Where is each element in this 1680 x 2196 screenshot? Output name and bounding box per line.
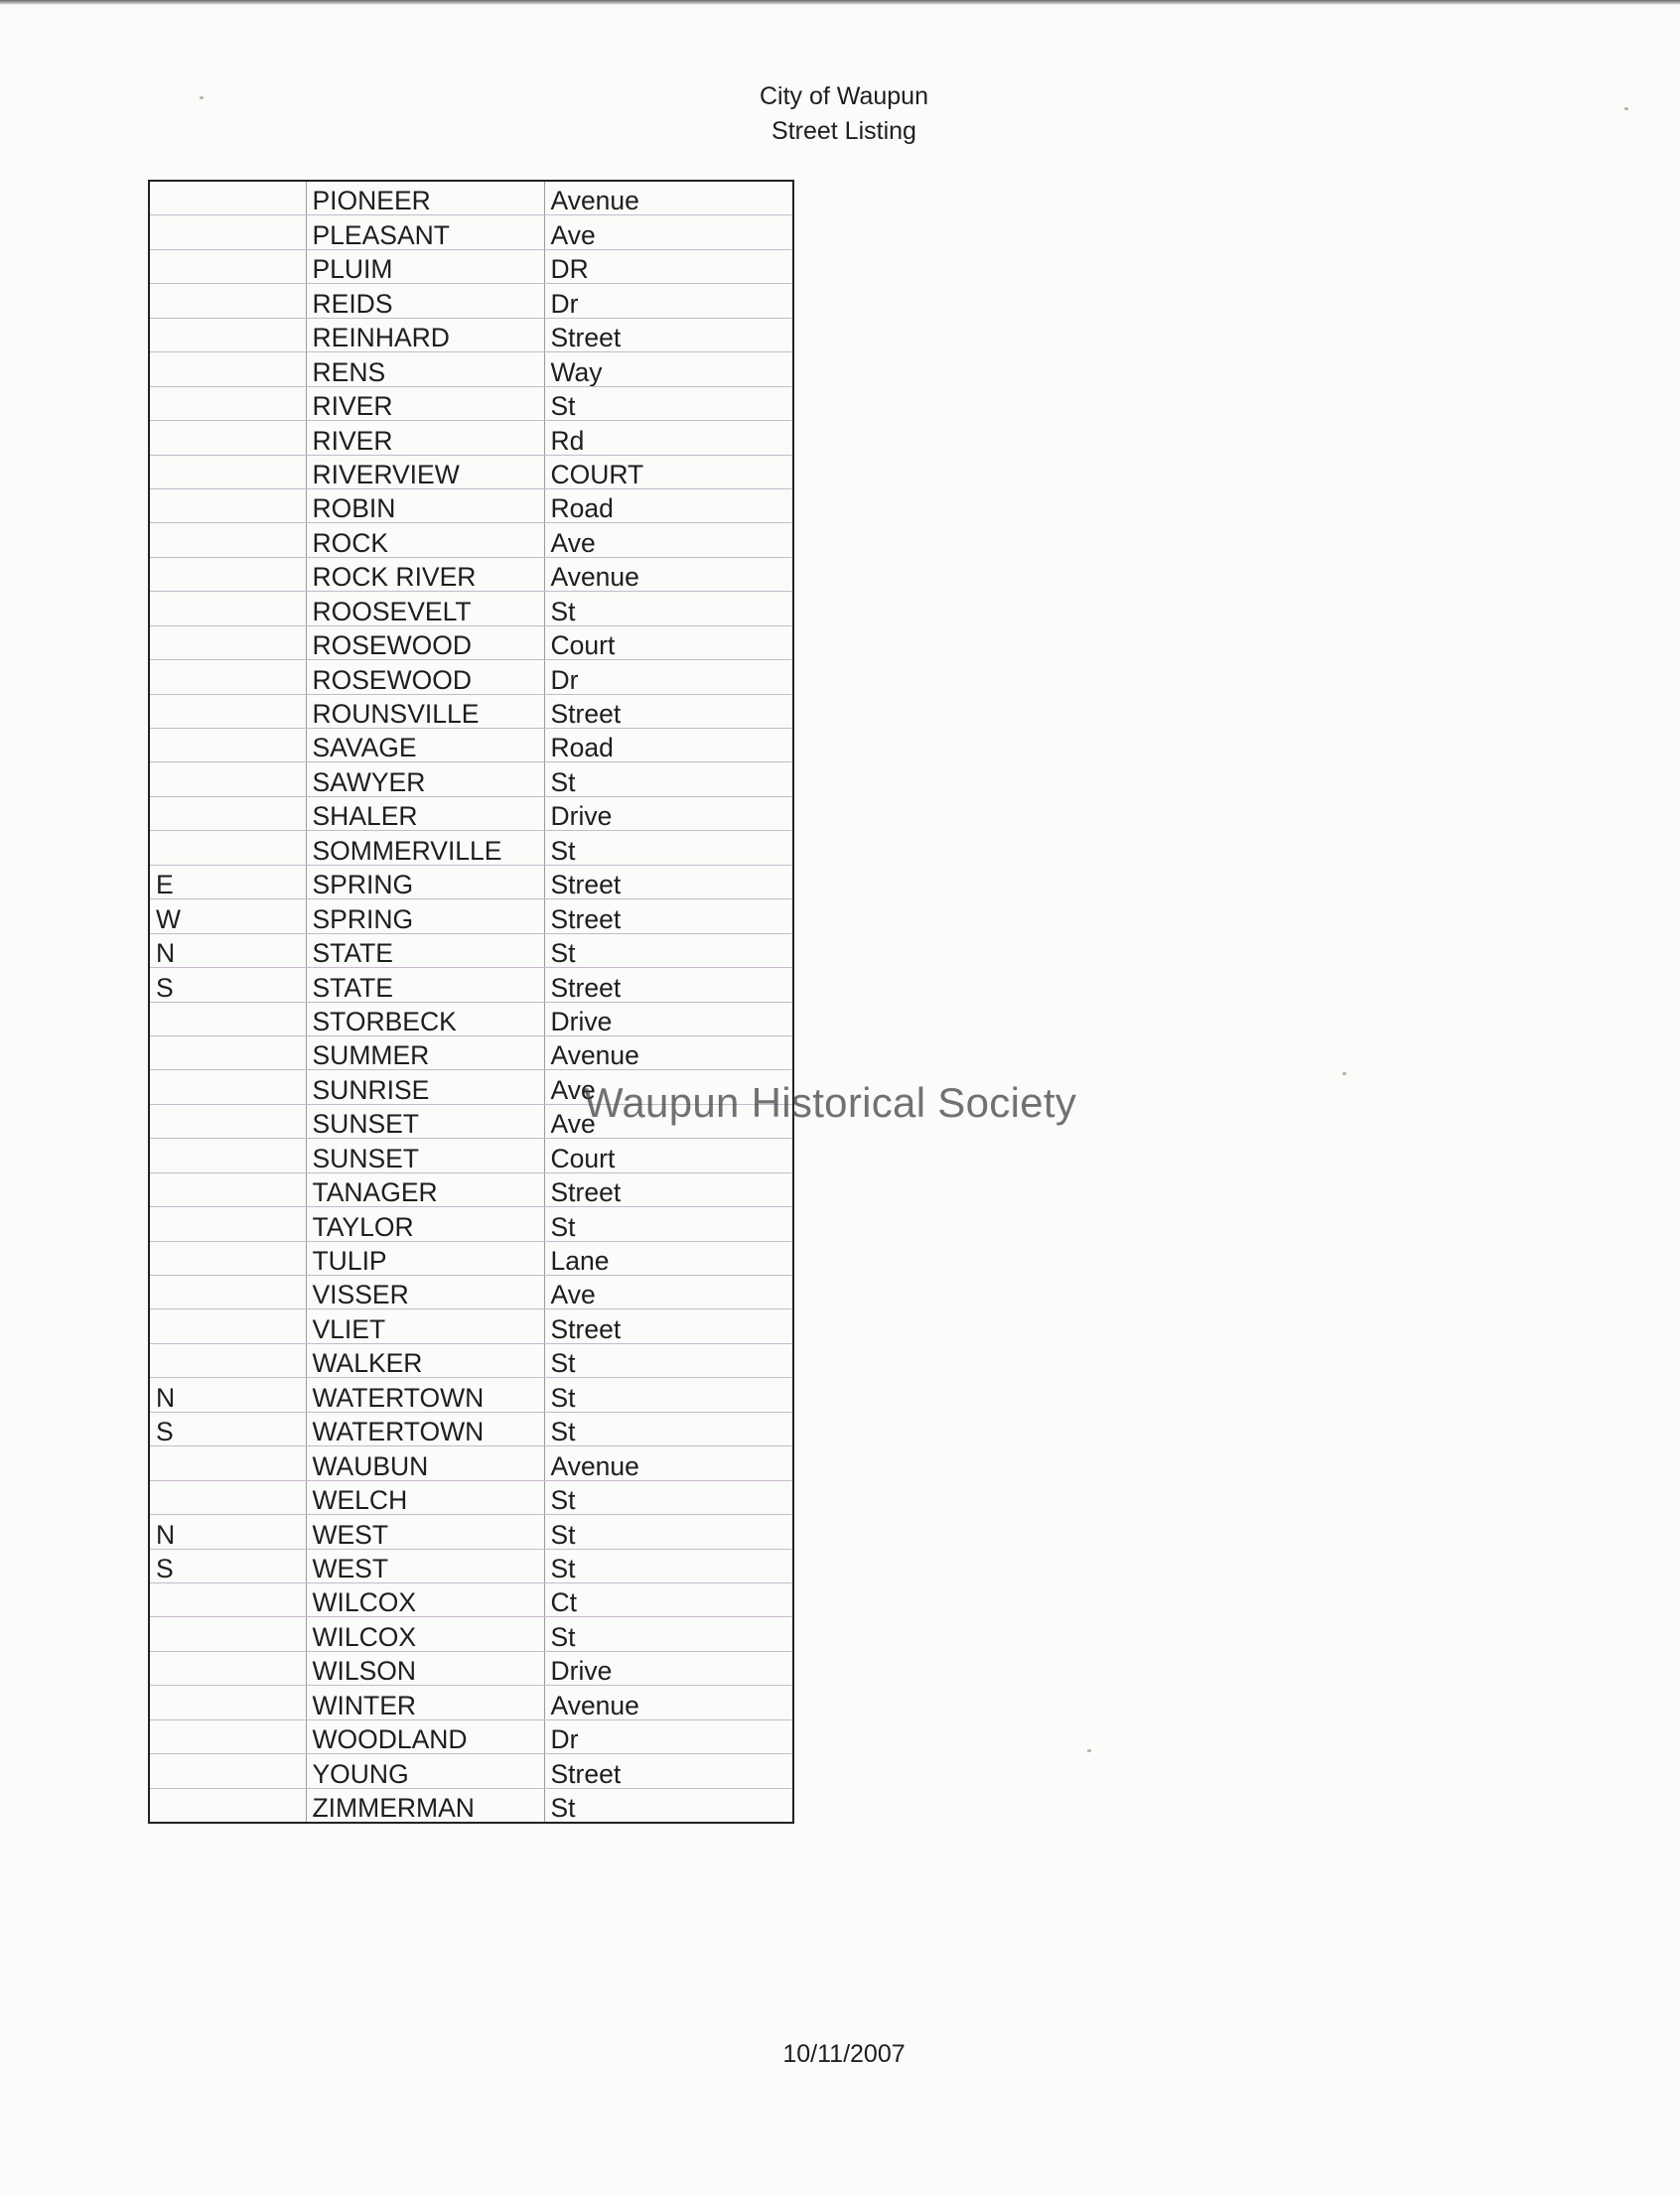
direction-cell: [149, 1617, 306, 1651]
street-name-cell: ROSEWOOD: [306, 625, 544, 659]
table-row: [149, 1343, 793, 1377]
direction-cell: [149, 1172, 306, 1206]
watermark: Waupun Historical Society: [584, 1079, 1077, 1126]
street-name-cell: SPRING: [306, 899, 544, 933]
direction-cell: [149, 421, 306, 455]
street-name-cell: SAVAGE: [306, 729, 544, 762]
table-row: [149, 1446, 793, 1480]
direction-cell: [149, 249, 306, 283]
street-name-cell: REIDS: [306, 284, 544, 318]
direction-cell: [149, 1788, 306, 1823]
direction-cell: [149, 1104, 306, 1138]
street-name-cell: ROBIN: [306, 488, 544, 522]
street-name-cell: WINTER: [306, 1686, 544, 1719]
table-row: [149, 1686, 793, 1719]
scan-speck: [200, 96, 204, 99]
table-row: [149, 899, 793, 933]
street-type-cell: Drive: [544, 1651, 793, 1685]
street-type-cell: DR: [544, 249, 793, 283]
table-row: [149, 1480, 793, 1514]
street-name-cell: WEST: [306, 1515, 544, 1549]
direction-cell: N: [149, 1378, 306, 1412]
direction-cell: [149, 455, 306, 488]
direction-cell: E: [149, 865, 306, 898]
street-name-cell: STATE: [306, 933, 544, 967]
table-row: [149, 592, 793, 625]
table-row: [149, 1515, 793, 1549]
table-row: [149, 1549, 793, 1582]
street-name-cell: WALKER: [306, 1343, 544, 1377]
table-row: [149, 1276, 793, 1309]
table-row: [149, 694, 793, 728]
table-row: [149, 284, 793, 318]
street-type-cell: Ave: [544, 523, 793, 557]
street-type-cell: St: [544, 1515, 793, 1549]
table-row: [149, 796, 793, 830]
table-row: [149, 1412, 793, 1445]
table-row: [149, 1207, 793, 1241]
street-type-cell: Street: [544, 899, 793, 933]
street-type-cell: Avenue: [544, 181, 793, 215]
street-type-cell: St: [544, 1617, 793, 1651]
street-type-cell: St: [544, 1549, 793, 1582]
direction-cell: [149, 215, 306, 249]
table-row: [149, 215, 793, 249]
table-row: [149, 762, 793, 796]
street-name-cell: PIONEER: [306, 181, 544, 215]
street-type-cell: St: [544, 1412, 793, 1445]
table-row: [149, 421, 793, 455]
table-row: [149, 1788, 793, 1823]
table-row: [149, 455, 793, 488]
street-type-cell: St: [544, 386, 793, 420]
table-row: [149, 352, 793, 386]
street-name-cell: WILCOX: [306, 1582, 544, 1616]
street-type-cell: Dr: [544, 284, 793, 318]
street-name-cell: SAWYER: [306, 762, 544, 796]
direction-cell: [149, 1070, 306, 1104]
scan-speck: [1342, 1072, 1346, 1075]
street-name-cell: WAUBUN: [306, 1446, 544, 1480]
direction-cell: [149, 557, 306, 591]
table-row: [149, 488, 793, 522]
table-row: [149, 523, 793, 557]
direction-cell: S: [149, 968, 306, 1002]
direction-cell: [149, 1276, 306, 1309]
street-name-cell: YOUNG: [306, 1754, 544, 1788]
table-row: [149, 1617, 793, 1651]
street-type-cell: St: [544, 933, 793, 967]
direction-cell: [149, 1686, 306, 1719]
street-type-cell: St: [544, 762, 793, 796]
street-type-cell: St: [544, 1207, 793, 1241]
street-name-cell: PLEASANT: [306, 215, 544, 249]
street-type-cell: Ave: [544, 1104, 793, 1138]
street-name-cell: WOODLAND: [306, 1719, 544, 1753]
scan-speck: [1087, 1749, 1091, 1752]
street-type-cell: Drive: [544, 796, 793, 830]
street-type-cell: Street: [544, 968, 793, 1002]
direction-cell: [149, 660, 306, 694]
direction-cell: [149, 318, 306, 351]
street-type-cell: Ave: [544, 1276, 793, 1309]
direction-cell: [149, 352, 306, 386]
street-name-cell: SUNSET: [306, 1139, 544, 1172]
street-name-cell: RIVER: [306, 386, 544, 420]
street-type-cell: St: [550, 1793, 576, 1823]
direction-cell: [149, 831, 306, 865]
street-name-cell: SUNSET: [306, 1104, 544, 1138]
table-row: [149, 1172, 793, 1206]
street-type-cell: Avenue: [544, 1686, 793, 1719]
street-name-cell: TAYLOR: [306, 1207, 544, 1241]
street-rows: [149, 181, 793, 1823]
street-name-cell: SUNRISE: [306, 1070, 544, 1104]
street-name-cell: ROCK: [306, 523, 544, 557]
table-row: [149, 660, 793, 694]
street-type-cell: Street: [544, 865, 793, 898]
direction-cell: [149, 1446, 306, 1480]
direction-cell: [149, 1582, 306, 1616]
direction-cell: [149, 488, 306, 522]
street-type-cell: Ave: [544, 215, 793, 249]
street-name-cell: ROCK RIVER: [306, 557, 544, 591]
street-type-cell: St: [544, 592, 793, 625]
street-name-cell: PLUIM: [306, 249, 544, 283]
street-type-cell: Street: [544, 318, 793, 351]
table-row: [149, 1378, 793, 1412]
table-row: [149, 968, 793, 1002]
street-name-cell: RIVER: [306, 421, 544, 455]
direction-cell: [149, 1309, 306, 1343]
street-type-cell: Ave: [544, 1070, 793, 1104]
table-row: [149, 865, 793, 898]
street-type-cell: Lane: [544, 1241, 793, 1275]
direction-cell: [149, 762, 306, 796]
direction-cell: [149, 1241, 306, 1275]
direction-cell: [149, 1139, 306, 1172]
direction-cell: [149, 694, 306, 728]
direction-cell: [149, 1035, 306, 1069]
header-subtitle: Street Listing: [771, 117, 916, 145]
table-row: [149, 557, 793, 591]
direction-cell: S: [149, 1549, 306, 1582]
street-name-cell: STORBECK: [306, 1002, 544, 1035]
street-name-cell: RENS: [306, 352, 544, 386]
table-row: [149, 625, 793, 659]
table-row: [149, 729, 793, 762]
direction-cell: [149, 1651, 306, 1685]
direction-cell: W: [149, 899, 306, 933]
direction-cell: [149, 592, 306, 625]
street-name-cell: TULIP: [306, 1241, 544, 1275]
street-type-cell: COURT: [544, 455, 793, 488]
street-type-cell: Road: [544, 729, 793, 762]
street-name-cell: TANAGER: [306, 1172, 544, 1206]
table-row: [149, 1582, 793, 1616]
street-name-cell: ROUNSVILLE: [306, 694, 544, 728]
street-name-cell: SHALER: [306, 796, 544, 830]
street-listing-table: [148, 180, 794, 1824]
direction-cell: [149, 523, 306, 557]
direction-cell: N: [149, 1515, 306, 1549]
street-type-cell: St: [544, 1480, 793, 1514]
street-name-cell: SPRING: [306, 865, 544, 898]
table-row: [149, 1035, 793, 1069]
street-type-cell: Way: [544, 352, 793, 386]
table-row: [149, 1002, 793, 1035]
table-row: [149, 831, 793, 865]
street-name-cell: REINHARD: [306, 318, 544, 351]
street-type-cell: Court: [544, 1139, 793, 1172]
direction-cell: [149, 729, 306, 762]
street-name-cell: VISSER: [306, 1276, 544, 1309]
scan-top-edge: [0, 0, 1680, 5]
direction-cell: [149, 1343, 306, 1377]
direction-cell: [149, 625, 306, 659]
table-row: [149, 1241, 793, 1275]
street-type-cell: Dr: [544, 1719, 793, 1753]
direction-cell: N: [149, 933, 306, 967]
table-row: [149, 1651, 793, 1685]
table-row: [149, 318, 793, 351]
street-type-cell: Avenue: [544, 1035, 793, 1069]
street-name-cell: STATE: [306, 968, 544, 1002]
street-name-cell: WEST: [306, 1549, 544, 1582]
document-header: [695, 79, 993, 149]
table-row: [149, 1139, 793, 1172]
street-type-cell: Ct: [544, 1582, 793, 1616]
street-name-cell: RIVERVIEW: [306, 455, 544, 488]
street-type-cell: Avenue: [544, 557, 793, 591]
street-type-cell: Street: [544, 1309, 793, 1343]
header-city-title: City of Waupun: [760, 82, 928, 110]
table-row: [149, 1754, 793, 1788]
direction-cell: [149, 386, 306, 420]
street-name-cell: ROOSEVELT: [306, 592, 544, 625]
street-name-cell: WATERTOWN: [306, 1412, 544, 1445]
table-row: [149, 933, 793, 967]
table-row: [149, 386, 793, 420]
direction-cell: [149, 1719, 306, 1753]
street-type-cell: Dr: [544, 660, 793, 694]
table-row: [149, 1719, 793, 1753]
street-type-cell: Street: [544, 694, 793, 728]
street-type-cell: St: [544, 1378, 793, 1412]
footer-date: 10/11/2007: [782, 2040, 906, 2068]
street-name-cell: ROSEWOOD: [306, 660, 544, 694]
street-name-cell: SUMMER: [306, 1035, 544, 1069]
street-type-cell: Street: [544, 1754, 793, 1788]
street-name-cell: WELCH: [306, 1480, 544, 1514]
street-type-cell: Road: [544, 488, 793, 522]
street-name-cell: WILCOX: [306, 1617, 544, 1651]
street-type-cell: Street: [544, 1172, 793, 1206]
direction-cell: [149, 1754, 306, 1788]
street-name-cell: SOMMERVILLE: [306, 831, 544, 865]
direction-cell: [149, 1480, 306, 1514]
street-type-cell: Rd: [544, 421, 793, 455]
direction-cell: S: [149, 1412, 306, 1445]
street-type-cell: Court: [544, 625, 793, 659]
direction-cell: [149, 1002, 306, 1035]
street-type-cell: St: [544, 1343, 793, 1377]
street-name-cell: WILSON: [306, 1651, 544, 1685]
table-row: [149, 1309, 793, 1343]
street-name-cell: ZIMMERMAN: [306, 1788, 544, 1823]
direction-cell: [149, 284, 306, 318]
street-name-cell: VLIET: [306, 1309, 544, 1343]
street-type-cell: St: [544, 831, 793, 865]
direction-cell: [149, 181, 306, 215]
street-name-cell: WATERTOWN: [306, 1378, 544, 1412]
table-row: [149, 181, 793, 215]
direction-cell: [149, 796, 306, 830]
direction-cell: [149, 1207, 306, 1241]
street-type-cell: Avenue: [544, 1446, 793, 1480]
scan-speck: [1624, 107, 1628, 110]
table-row: [149, 249, 793, 283]
street-type-cell: Drive: [544, 1002, 793, 1035]
